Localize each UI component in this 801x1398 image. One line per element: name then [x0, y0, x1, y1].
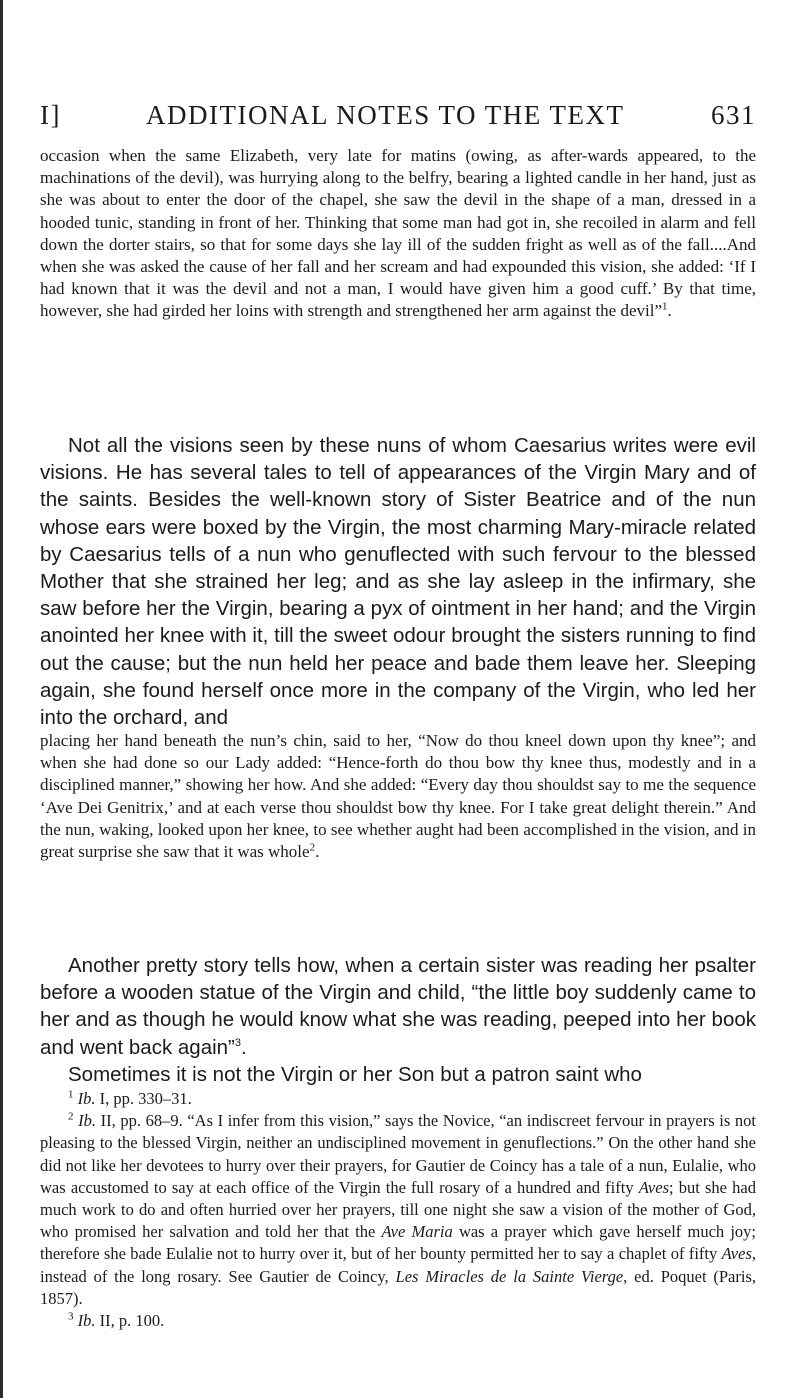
footnote-2: $^2$ Ib. II, pp. 68–9. “As I infer from this vision,” says the Novice, “an indiscreet fervour in prayers is not pleasing to the blessed Virgin, neither an undisciplined movement in genuflections.” On the other hand she did not like her devotees to hurry over their prayers, for Gautier de Coincy has a tale of a nun, Eulalie, who was accustomed to say at each office of the Virgin the full rosary of a hundred and fifty Aves; but she had much work to do and often hurried over her prayers, till one night she saw a vision of the mother of God, who promised her salvation and told her that the Ave Maria was a prayer which gave herself much joy; therefore she bade Eulalie not to hurry over it, but of her bounty permitted her to say a chaplet of fifty Aves, instead of the long rosary. See Gautier de Coincy, Les Miracles de la Sainte Vierge, ed. Poquet (Paris, 1857). [40, 1110, 757, 1308]
footnote-3: $^3$ Ib. II, p. 100. [68, 1310, 165, 1331]
running-header [40, 100, 756, 140]
paragraph-3-text: placing her hand beneath the nun’s chin, said to her, “Now do thou kneel down upon thy knee”; and when she had done so our Lady added: “Hence-forth do thou bow thy knee thus, modestly and in a disciplined manner,” showing her how. And she added: “Every day thou shouldst say to me the sequence ‘Ave Dei Genitrix,’ and at each verse thou shouldst bow thy knee. For I take great delight therein.” And the nun, waking, looked upon her knee, to see whether aught had been accomplished in the vision, and in great surprise she saw that it was whole [40, 731, 756, 862]
page-title: ADDITIONAL NOTES TO THE TEXT [146, 100, 625, 130]
paragraph-4 [40, 952, 756, 1088]
section-number: I] [40, 100, 61, 130]
page-number: 631 [711, 100, 756, 130]
paragraph-1-end: . [667, 301, 672, 321]
paragraph-5-text: Sometimes it is not the Virgin or her Son but a patron saint who [68, 1062, 642, 1086]
footnotes [40, 1088, 756, 1332]
paragraph-4-end: . [241, 1035, 247, 1059]
footnote-ref-3: 3 [234, 1036, 242, 1049]
paragraph-3-end: . [315, 842, 320, 862]
paragraph-1 [40, 145, 756, 323]
footnote-ref-2: 2 [309, 841, 316, 854]
paragraph-3 [40, 730, 756, 863]
footnote-ref-1: 1 [662, 300, 668, 313]
paragraph-1-text: occasion when the same Elizabeth, very late for matins (owing, as after-wards appeared, to the machinations of the devil), was hurrying along to the belfry, bearing a lighted candle in her hand, just as she was about to enter the door of the chapel, she saw the devil in the shape of a man, dressed in a hooded tunic, standing in front of her. Thinking that some man had got in, she recoiled in alarm and fell down the dorter stairs, so that for some days she lay ill of the sudden fright as well as of the fall....And when she was asked the cause of her fall and her scream and had expounded this vision, she added: ‘If I had known that it was the devil and not a man, I would have given him a good cuff.’ By that time, however, she had girded her loins with strength and strengthened her arm against the devil” [40, 146, 756, 321]
footnote-1: $^1$ Ib. I, pp. 330–31. [68, 1088, 192, 1108]
page-edge-shadow [0, 0, 3, 1398]
paragraph-2 [40, 432, 756, 731]
paragraph-2-text: Not all the visions seen by these nuns of whom Caesarius writes were evil visions. He has several tales to tell of appearances of the Virgin Mary and of the saints. Besides the well-known story of Sister Beatrice and of the nun whose ears were boxed by the Virgin, the most charming Mary-miracle related by Caesarius tells of a nun who genuflected with such fervour to the blessed Mother that she strained her leg; and as she lay asleep in the infirmary, she saw before her the Virgin, bearing a pyx of ointment in her hand; and the Virgin anointed her knee with it, till the sweet odour brought the sisters running to find out the cause; but the nun held her peace and bade them leave her. Sleeping again, she found herself once more in the company of the Virgin, who led her into the orchard, and [40, 434, 756, 730]
paragraph-4-text: Another pretty story tells how, when a certain sister was reading her psalter before a wooden statue of the Virgin and child, “the little boy suddenly came to her and as though he would know what she was reading, peeped into her book and went back again” [40, 954, 756, 1059]
